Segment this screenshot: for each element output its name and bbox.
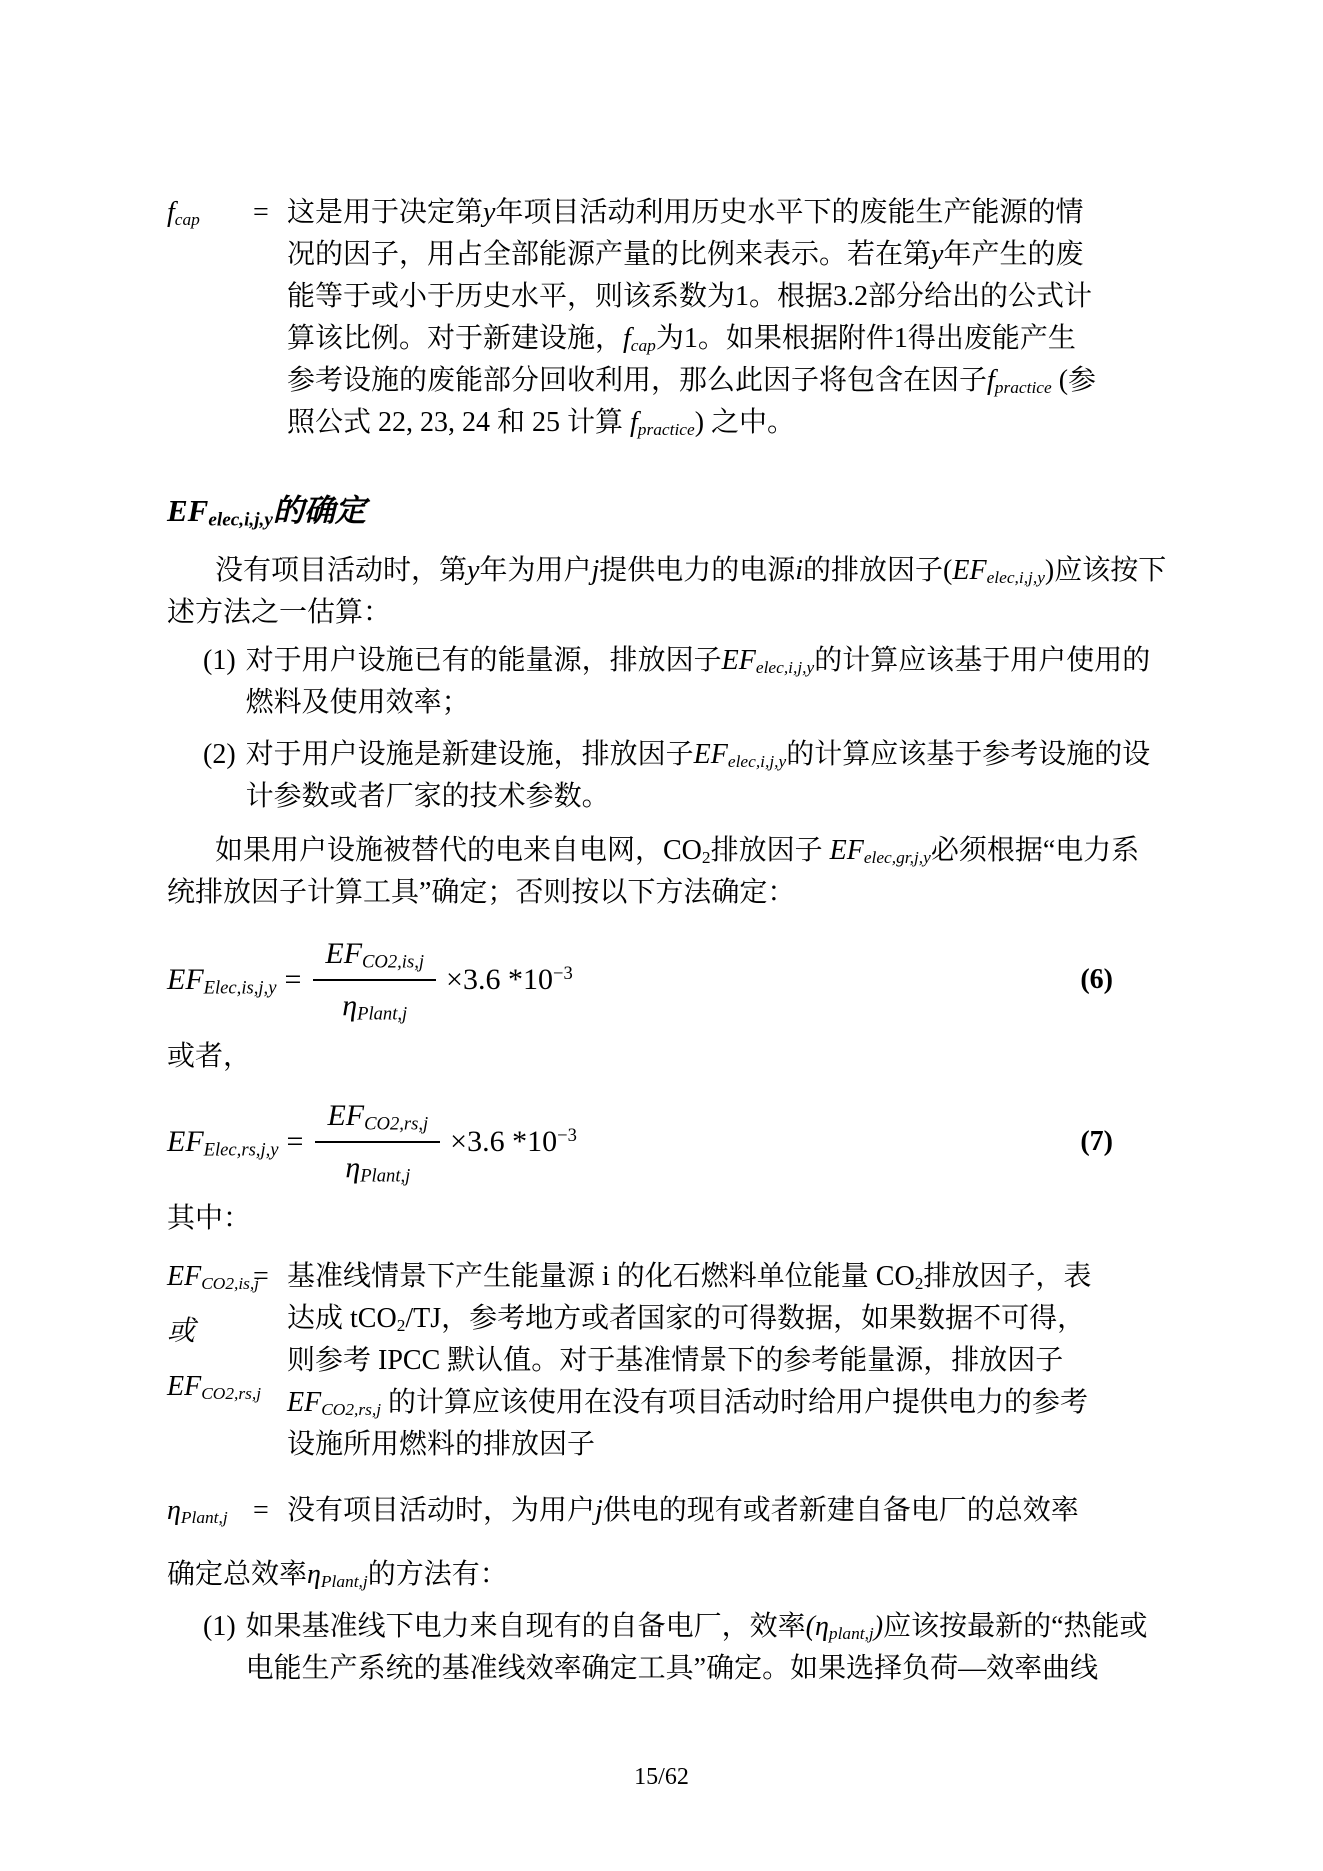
formula-6-row — [167, 924, 1167, 1036]
efco2-definition-text: 基准线情景下产生能量源 i 的化石燃料单位能量 $CO_2$排放因子，表达成 tCO$_2$/TJ，参考地方或者国家的可得数据，如果数据不可得，则参考 IPCC 默认值。对于基准情景下的参考能量源，排放因子 $EF_{CO2,rs,j}$ 的计算应该使用在没有项目活动时给用户提供电力的参考设施所用燃料的排放因子 — [287, 1261, 1092, 1460]
fcap-term: $f_{cap}$ — [167, 197, 200, 230]
list-marker: (1) — [203, 1611, 236, 1642]
list-item-text: 如果基准线下电力来自现有的自备电厂，效率$(\eta_{plant,j})$应该按最新的“热能或电能生产系统的基准线效率确定工具”确定。如果选择负荷—效率曲线 — [245, 1611, 1148, 1684]
equals-sign: = — [286, 1125, 304, 1158]
formula-multiplier: ×3.6 $*10^{-3}$ — [450, 1124, 577, 1158]
method-list-item-1 — [203, 1606, 1167, 1690]
equals-sign: = — [253, 197, 269, 228]
fcap-definition-row — [167, 192, 1167, 444]
method-paragraph: 确定总效率$\eta_{Plant,j}$的方法有： — [167, 1559, 508, 1592]
grid-paragraph: 如果用户设施被替代的电来自电网，$CO_2$排放因子 $EF_{elec,gr,j,y}$必须根据“电力系统排放因子计算工具”确定；否则按以下方法确定： — [167, 835, 1140, 908]
list-item-text: 对于用户设施已有的能量源，排放因子$EF_{elec,i,j,y}$的计算应该基于用户使用的燃料及使用效率； — [245, 645, 1151, 718]
formula-7-row — [167, 1086, 1167, 1198]
fraction-numerator: $EF_{CO2,is,j}$ — [313, 933, 436, 981]
eta-definition-row — [167, 1490, 1167, 1532]
intro-paragraph: 没有项目活动时，第y年为用户j提供电力的电源i的排放因子$(EF_{elec,i,j,y})$应该按下述方法之一估算： — [167, 555, 1167, 628]
fraction-denominator: $\eta_{Plant,j}$ — [342, 989, 408, 1025]
formula-multiplier: ×3.6 $*10^{-3}$ — [446, 962, 573, 996]
formula-number-7: (7) — [1080, 1126, 1113, 1157]
efco2-definition-row — [167, 1256, 1167, 1466]
fcap-definition-text: 这是用于决定第y年项目活动利用历史水平下的废能生产能源的情况的因子，用占全部能源产量的比例来表示。若在第y年产生的废能等于或小于历史水平，则该系数为1。根据3.2部分给出的公式计算该比例。对于新建设施，$f_{cap}$为1。如果根据附件1得出废能产生参考设施的废能部分回收利用，那么此因子将包含在因子$f_{practice}$ (参照公式 22, 23, 24 和 25 计算 $f_{practice}$) 之中。 — [287, 197, 1097, 440]
efco2-term-rs: $EF_{CO2,rs,j}$ — [167, 1371, 262, 1404]
eta-definition-text: 没有项目活动时，为用户j供电的现有或者新建自备电厂的总效率 — [287, 1495, 1079, 1526]
formula-number-6: (6) — [1080, 964, 1113, 995]
fraction-denominator: $\eta_{Plant,j}$ — [345, 1151, 411, 1187]
list-item-2 — [203, 734, 1167, 818]
efco2-terms — [167, 1256, 262, 1408]
fraction — [315, 1095, 440, 1189]
section-heading: $EF_{elec,i,j,y}$的确定 — [167, 493, 366, 531]
formula-7-lhs: $EF_{Elec,rs,j,y}$ — [167, 1125, 279, 1161]
or-connector: 或者， — [167, 1041, 252, 1072]
list-marker: (1) — [203, 645, 236, 676]
formula-6-lhs: $EF_{Elec,is,j,y}$ — [167, 963, 277, 999]
where-label: 其中： — [167, 1203, 252, 1234]
page-number: 15/62 — [634, 1764, 689, 1790]
list-item-1 — [203, 640, 1167, 724]
equals-sign: = — [284, 963, 302, 996]
equals-sign: = — [253, 1261, 269, 1292]
efco2-term-is: $EF_{CO2,is,j}$ — [167, 1261, 260, 1294]
fraction-numerator: $EF_{CO2,rs,j}$ — [315, 1095, 440, 1143]
efco2-or: 或 — [167, 1316, 196, 1347]
eta-term: $\eta_{Plant,j}$ — [167, 1495, 228, 1528]
fraction — [313, 933, 436, 1027]
list-marker: (2) — [203, 739, 236, 770]
equals-sign: = — [253, 1495, 269, 1526]
list-item-text: 对于用户设施是新建设施，排放因子$EF_{elec,i,j,y}$的计算应该基于参考设施的设计参数或者厂家的技术参数。 — [245, 739, 1151, 812]
